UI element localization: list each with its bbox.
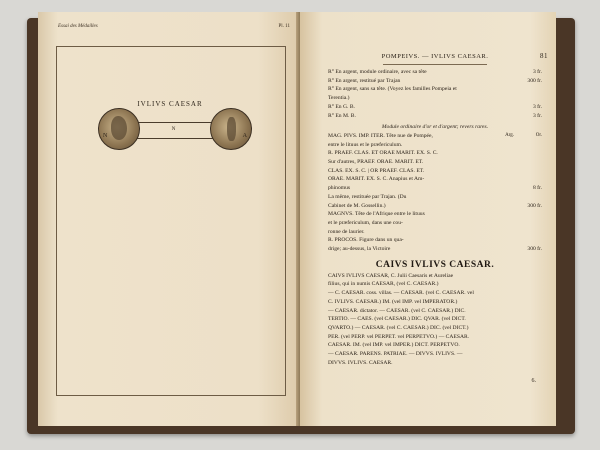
footer-number: 6. bbox=[531, 378, 536, 384]
coin-entry-price: 300 fr. bbox=[527, 246, 542, 253]
coin-entry-text: MAG. PIVS. IMP. ITER. Tête nue de Pompée, bbox=[328, 132, 433, 139]
legend-line bbox=[328, 333, 542, 342]
legend-line bbox=[328, 324, 542, 333]
legend-text: TERTIO. — CAES. (vel CAESAR.) DIC. QVAR. (vel DICT. bbox=[328, 316, 466, 323]
legend-line bbox=[328, 280, 542, 289]
entry-price: 3 fr. bbox=[532, 69, 542, 75]
entry-line bbox=[328, 77, 542, 86]
coin-entry-price: 8 fr. bbox=[532, 185, 542, 192]
entry-line bbox=[328, 94, 542, 103]
coin-entry-line bbox=[328, 210, 542, 219]
coin-entry-text: drige; au-dessus, la Victoire bbox=[328, 246, 391, 253]
coin-entry-text: R. PRAEF. CLAS. ET ORAE MARIT. EX. S. C. bbox=[328, 150, 438, 157]
coin-band-label: N bbox=[171, 127, 176, 132]
coin-reverse-label: A bbox=[242, 133, 247, 139]
legend-text: CAESAR. IM. (vel IMP. vel IMPER.) DICT. PERPETVO. bbox=[328, 342, 460, 349]
coin-entry-line bbox=[328, 175, 542, 184]
legend-text: PER. (vel PERP. vel PERPET. vel PERPETVO.) — CAESAR. bbox=[328, 333, 470, 340]
legend-line bbox=[328, 359, 542, 368]
coin-entry-line bbox=[328, 228, 542, 237]
coin-entry-line bbox=[328, 149, 542, 158]
coin-entry-line bbox=[328, 132, 542, 141]
legend-line bbox=[328, 341, 542, 350]
entry-text: R° En G. B. bbox=[328, 103, 355, 110]
right-page bbox=[300, 12, 556, 426]
legend-line bbox=[328, 307, 542, 316]
coin-obverse-image bbox=[98, 108, 140, 150]
running-header bbox=[328, 52, 548, 61]
coin-entry-text: phinomus bbox=[328, 185, 351, 192]
section-heading: CAIVS IVLIVS CAESAR. bbox=[375, 259, 495, 270]
entries-block-2 bbox=[328, 132, 542, 254]
legend-text: — C. CAESAR. coss. villas. — CAESAR. (vel C. CAESAR. vel bbox=[328, 290, 474, 297]
legend-line bbox=[328, 289, 542, 298]
legend-line bbox=[328, 272, 542, 281]
entry-text: R° En argent, module ordinaire, avec sa tête bbox=[328, 69, 427, 75]
coin-band bbox=[130, 122, 217, 139]
entry-line bbox=[328, 112, 542, 121]
coin-entry-line bbox=[328, 141, 542, 150]
coin-illustration bbox=[98, 108, 248, 156]
entry-price: 300 fr. bbox=[527, 77, 542, 84]
legend-text: C. IVLIVS. CAESAR.) IM. (vel IMP. vel IMPERATOR.) bbox=[328, 298, 458, 305]
entry-price: 3 fr. bbox=[532, 103, 542, 110]
price-header-or: Or. bbox=[535, 132, 542, 138]
left-running-head bbox=[58, 24, 290, 29]
plate-number: Pl. 11 bbox=[278, 24, 290, 29]
legend-line bbox=[328, 298, 542, 307]
entry-text: R° En argent, restitué par Trajan bbox=[328, 77, 401, 84]
coin-entry-text: Cabinet de M. Gossellin.) bbox=[328, 202, 386, 209]
page-number: 81 bbox=[540, 52, 548, 60]
coin-obverse-label: N bbox=[103, 133, 108, 139]
running-head-title: Essai des Médailles bbox=[58, 24, 98, 29]
coin-entry-line bbox=[328, 193, 542, 202]
entry-line bbox=[328, 103, 542, 112]
price-header-ag: Arg. bbox=[505, 132, 514, 138]
coin-entry-text: et le præfericulum, dans une cou- bbox=[328, 219, 403, 226]
entry-line bbox=[328, 68, 542, 77]
coin-entry-line bbox=[328, 219, 542, 228]
legend-text: QVARTO.) — CAESAR. (vel C. CAESAR.) DIC. (vel DICT.) bbox=[328, 324, 469, 331]
legend-text: — CAESAR. dictator. — CAESAR. (vel C. CAESAR.) DIC. bbox=[328, 307, 466, 314]
right-page-text bbox=[328, 52, 548, 368]
coin-reverse-image bbox=[210, 108, 252, 150]
coin-entry-line bbox=[328, 167, 542, 176]
module-line: Module ordinaire d'or et d'argent; revers rares. bbox=[381, 124, 489, 131]
coin-entry-line bbox=[328, 236, 542, 245]
coin-entry-line bbox=[328, 202, 542, 211]
entry-line bbox=[328, 85, 542, 94]
coin-entry-text: La même, restituée par Trajan. (Du bbox=[328, 193, 407, 200]
coin-entry-text: CLAS. EX. S. C. | OR PRAEF. CLAS. ET. bbox=[328, 167, 425, 174]
coin-entry-text: Sur d'autres, PRAEF. ORAE. MARIT. ET. bbox=[328, 159, 424, 166]
legend-text: — CAESAR. PARENS. PATRIAE. — DIVVS. IVLIVS. — bbox=[328, 351, 463, 358]
coin-entry-line bbox=[328, 184, 542, 193]
entries-block-1 bbox=[328, 68, 542, 120]
coin-entry-price: 300 fr. bbox=[527, 202, 542, 209]
legend-text: CAIVS IVLIVS CAESAR, C. Julii Caesaris et Aureliae bbox=[328, 272, 454, 279]
entry-price: 3 fr. bbox=[532, 112, 542, 119]
coin-entry-text: MAGNVS. Tête de l'Afrique entre le lituus bbox=[328, 211, 425, 218]
left-page bbox=[38, 12, 302, 426]
coin-entry-text: ORAE. MARIT. EX. S. C. Anapius et Am- bbox=[328, 176, 425, 183]
entries-block-3 bbox=[328, 272, 542, 368]
running-header-text: POMPEIVS. — IVLIVS CAESAR. bbox=[381, 53, 489, 60]
header-rule bbox=[383, 64, 487, 65]
plate-title: IVLIVS CAESAR bbox=[137, 100, 203, 108]
legend-line bbox=[328, 350, 542, 359]
coin-entry-text: R. PROCOS. Figure dans un qua- bbox=[328, 237, 404, 244]
coin-entry-text: ronne de laurier. bbox=[328, 228, 365, 235]
legend-text: filius, qui in numis CAESAR, (vel C. CAESAR.) bbox=[328, 281, 439, 288]
legend-line bbox=[328, 315, 542, 324]
plate-frame bbox=[56, 46, 286, 396]
coin-entry-line bbox=[328, 158, 542, 167]
entry-text: R° En argent, sans sa tête. (Voyez les familles Pompeia et bbox=[328, 86, 457, 93]
entry-text: Terentia.) bbox=[328, 95, 350, 102]
coin-entry-line bbox=[328, 245, 542, 254]
coin-entry-text: entre le lituus et le præfericulum. bbox=[328, 141, 403, 148]
entry-text: R° En M. B. bbox=[328, 112, 356, 119]
legend-text: DIVVS. IVLIVS. CAESAR. bbox=[328, 359, 393, 366]
